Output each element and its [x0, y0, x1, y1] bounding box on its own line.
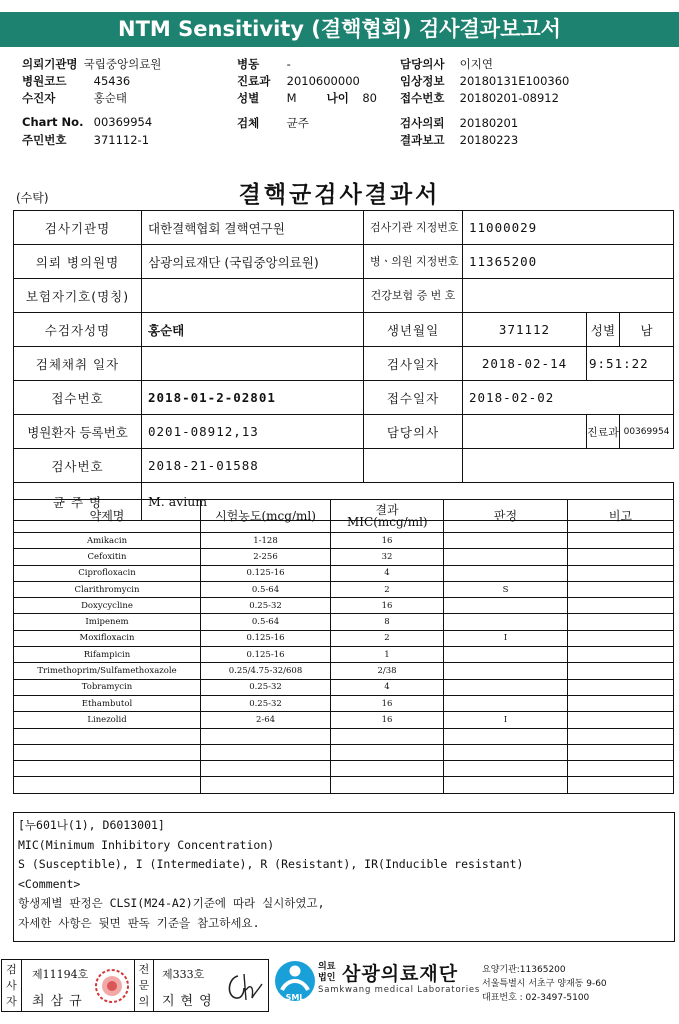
note-line: S (Susceptible), I (Intermediate), R (Resistant), IR(Inducible resistant)	[18, 857, 524, 871]
test-no-value: 2018-21-01588	[142, 449, 364, 483]
header-label: 수진자	[22, 91, 56, 105]
header-label: 의뢰기관명	[22, 57, 78, 71]
remark	[568, 761, 674, 777]
dob-value: 371112	[463, 313, 587, 347]
department-label: 진료과	[587, 415, 620, 449]
sex-value: 남	[620, 313, 674, 347]
mic-result: 2	[331, 581, 444, 597]
test-concentration	[201, 777, 331, 793]
table-row	[14, 777, 674, 793]
interpretation: I	[444, 712, 568, 728]
note-line: 자세한 사항은 뒷면 판독 기준을 참고하세요.	[18, 915, 260, 930]
mic-result	[331, 744, 444, 760]
table-row	[14, 533, 674, 549]
receipt-no-label: 접수번호	[14, 381, 142, 415]
signature-block	[1, 959, 269, 1012]
interpretation	[444, 663, 568, 679]
organization-address: 서울특별시 서초구 양재동 9-60	[482, 979, 607, 989]
requester-label: 의뢰 병의원명	[14, 245, 142, 279]
registration-label: 병원환자 등록번호	[14, 415, 142, 449]
patient-name-value: 홍순태	[142, 313, 364, 347]
test-concentration	[201, 744, 331, 760]
seal-stamp-icon	[94, 968, 130, 1004]
legal-entity-label	[318, 962, 335, 984]
column-header-mic: 결과 MIC(mcg/ml)	[331, 500, 444, 533]
remark	[568, 630, 674, 646]
specialist-name: 지현영	[162, 994, 218, 1009]
interpretation	[444, 533, 568, 549]
drug-name: Trimethoprim/Sulfamethoxazole	[14, 663, 201, 679]
remark	[568, 728, 674, 744]
drug-name: Moxifloxacin	[14, 630, 201, 646]
header-value: 균주	[286, 116, 309, 130]
drug-name: Ciprofloxacin	[14, 565, 201, 581]
test-concentration: 2-64	[201, 712, 331, 728]
collection-date-value	[142, 347, 364, 381]
interpretation	[444, 647, 568, 663]
report-title: NTM Sensitivity (결핵협회) 검사결과보고서	[0, 12, 679, 47]
header-col-3	[400, 56, 569, 149]
interpretation	[444, 777, 568, 793]
test-date-label: 검사일자	[364, 347, 463, 381]
tester-name: 최삼규	[32, 994, 88, 1009]
drug-name: Tobramycin	[14, 679, 201, 695]
mic-result: 32	[331, 549, 444, 565]
test-concentration	[201, 728, 331, 744]
test-concentration: 0.125-16	[201, 565, 331, 581]
receipt-no-value: 2018-01-2-02801	[142, 381, 364, 415]
table-row	[14, 565, 674, 581]
remark	[568, 581, 674, 597]
drug-name: Linezolid	[14, 712, 201, 728]
header-value: 홍순태	[93, 91, 127, 105]
header-label: 임상정보	[400, 74, 445, 88]
interpretation	[444, 744, 568, 760]
remark	[568, 777, 674, 793]
mic-result	[331, 728, 444, 744]
table-row	[14, 679, 674, 695]
drug-name: Clarithromycin	[14, 581, 201, 597]
header-label: 진료과	[237, 74, 271, 88]
interpretation	[444, 679, 568, 695]
column-header-remark: 비고	[568, 500, 674, 533]
drug-name: Cefoxitin	[14, 549, 201, 565]
header-label: 병동	[237, 57, 260, 71]
test-concentration: 0.5-64	[201, 581, 331, 597]
header-label: 검체	[237, 116, 260, 130]
header-value: 20180223	[459, 133, 519, 147]
receipt-date-value: 2018-02-02	[463, 381, 674, 415]
mic-result: 4	[331, 565, 444, 581]
age-label: 나이	[326, 91, 349, 105]
header-label: 검사의뢰	[400, 116, 445, 130]
mic-result: 16	[331, 695, 444, 711]
table-row	[14, 744, 674, 760]
mic-result: 16	[331, 533, 444, 549]
table-row	[14, 712, 674, 728]
drug-name: Imipenem	[14, 614, 201, 630]
header-label: 담당의사	[400, 57, 445, 71]
header-value: 20180201	[459, 116, 519, 130]
patient-name-label: 수검자성명	[14, 313, 142, 347]
test-concentration	[201, 761, 331, 777]
test-concentration: 0.125-16	[201, 630, 331, 646]
organization-name-en: Samkwang medical Laboratories	[318, 985, 481, 995]
note-line: [누601나(1), D6013001]	[18, 818, 165, 832]
test-concentration: 0.5-64	[201, 614, 331, 630]
remark	[568, 712, 674, 728]
interpretation: I	[444, 630, 568, 646]
note-line: MIC(Minimum Inhibitory Concentration)	[18, 837, 275, 852]
drug-name: Ethambutol	[14, 695, 201, 711]
doctor-label: 담당의사	[364, 415, 463, 449]
table-row	[14, 761, 674, 777]
mic-result: 16	[331, 712, 444, 728]
drug-name: Doxycycline	[14, 598, 201, 614]
empty-cell	[364, 449, 463, 483]
institution-label: 검사기관명	[14, 211, 142, 245]
drug-name	[14, 777, 201, 793]
drug-name	[14, 761, 201, 777]
organization-contact	[482, 963, 607, 1005]
organism-value: M. avium	[142, 483, 674, 521]
mic-result	[331, 777, 444, 793]
dob-label: 생년월일	[364, 313, 463, 347]
column-header-interpretation: 판정	[444, 500, 568, 533]
organization-block	[272, 959, 677, 1014]
institution-code-label: 검사기관 지정번호	[364, 211, 463, 245]
header-value: 371112-1	[93, 133, 150, 147]
remark	[568, 744, 674, 760]
interpretation	[444, 549, 568, 565]
interpretation	[444, 728, 568, 744]
department-value: 00369954	[620, 415, 674, 449]
requester-code-value: 11365200	[463, 245, 674, 279]
header-label: 결과보고	[400, 133, 445, 147]
test-concentration: 2-256	[201, 549, 331, 565]
test-concentration: 0.25-32	[201, 598, 331, 614]
drug-name: Amikacin	[14, 533, 201, 549]
test-concentration: 1-128	[201, 533, 331, 549]
remark	[568, 679, 674, 695]
susceptibility-rows	[14, 533, 674, 794]
susceptibility-table	[13, 499, 674, 794]
header-label: 성별	[237, 91, 260, 105]
note-line: 항생제별 판정은 CLSI(M24-A2)기준에 따라 실시하였고,	[18, 896, 325, 910]
test-time-value: 9:51:22	[587, 347, 674, 381]
table-row	[14, 614, 674, 630]
test-concentration: 0.25-32	[201, 695, 331, 711]
remark	[568, 647, 674, 663]
institution-code-value: 11000029	[463, 211, 674, 245]
header-value: 20180131E100360	[459, 74, 570, 88]
test-concentration: 0.25/4.75-32/608	[201, 663, 331, 679]
remark	[568, 565, 674, 581]
table-row	[14, 581, 674, 597]
table-row	[14, 695, 674, 711]
requester-value: 삼광의료재단 (국립중앙의료원)	[142, 245, 364, 279]
insurer-label: 보험자기호(명칭)	[14, 279, 142, 313]
header-label: Chart No.	[22, 115, 84, 129]
insurer-value	[142, 279, 364, 313]
health-insurance-label: 건강보험 증 번 호	[364, 279, 463, 313]
drug-name	[14, 728, 201, 744]
table-row	[14, 549, 674, 565]
mic-result: 2/38	[331, 663, 444, 679]
test-no-label: 검사번호	[14, 449, 142, 483]
header-value: 이지연	[459, 57, 493, 71]
test-date-value: 2018-02-14	[463, 347, 587, 381]
remark	[568, 614, 674, 630]
header-label: 접수번호	[400, 91, 445, 105]
test-concentration: 0.25-32	[201, 679, 331, 695]
health-insurance-value	[463, 279, 674, 313]
institution-value: 대한결핵협회 결핵연구원	[142, 211, 364, 245]
registration-value: 0201-08912,13	[142, 415, 364, 449]
remark	[568, 533, 674, 549]
header-col-2	[237, 56, 377, 132]
remark	[568, 598, 674, 614]
sex-label: 성별	[587, 313, 620, 347]
header-value: 국립중앙의료원	[83, 57, 162, 71]
header-col-1	[22, 56, 161, 149]
header-value: 45436	[93, 74, 131, 88]
drug-name: Rifampicin	[14, 647, 201, 663]
mic-result: 16	[331, 598, 444, 614]
legal-entity-line-1: 의료	[318, 962, 336, 972]
table-row	[14, 663, 674, 679]
column-header-concentration: 시험농도(mcg/ml)	[201, 500, 331, 533]
mic-result: 1	[331, 647, 444, 663]
table-row	[14, 598, 674, 614]
remark	[568, 549, 674, 565]
patient-info-table	[13, 210, 674, 521]
organization-name: 삼광의료재단	[342, 963, 459, 985]
organization-phone: 대표번호 : 02-3497-5100	[482, 993, 590, 1003]
mic-result: 2	[331, 630, 444, 646]
age-value: 80	[362, 91, 377, 105]
tester-license: 제11194호	[32, 968, 89, 981]
document-title: 결핵균검사결과서	[238, 181, 441, 208]
table-row	[14, 728, 674, 744]
logo-text: SML	[285, 993, 305, 1002]
receipt-date-label: 접수일자	[364, 381, 463, 415]
mic-result	[331, 761, 444, 777]
header-label: 병원코드	[22, 74, 67, 88]
header-value: -	[286, 57, 291, 71]
remark	[568, 695, 674, 711]
interpretation	[444, 695, 568, 711]
notes-box	[13, 812, 675, 942]
interpretation	[444, 614, 568, 630]
mic-result: 8	[331, 614, 444, 630]
signature-scribble-icon	[224, 970, 264, 1004]
header-label: 주민번호	[22, 133, 67, 147]
interpretation	[444, 565, 568, 581]
empty-cell	[463, 449, 674, 483]
drug-name	[14, 744, 201, 760]
interpretation	[444, 598, 568, 614]
tester-label: 검사자	[2, 960, 22, 1011]
specialist-label: 전문의	[134, 960, 154, 1011]
legal-entity-line-2: 법인	[318, 973, 336, 983]
header-value: 00369954	[93, 115, 153, 129]
table-row	[14, 630, 674, 646]
doctor-value	[463, 415, 587, 449]
table-row	[14, 647, 674, 663]
note-line: <Comment>	[18, 876, 81, 891]
specialist-license: 제333호	[162, 968, 205, 981]
remark	[568, 663, 674, 679]
consignment-label: (수탁)	[16, 191, 49, 205]
collection-date-label: 검체채취 일자	[14, 347, 142, 381]
test-concentration: 0.125-16	[201, 647, 331, 663]
requester-code-label: 병ㆍ의원 지정번호	[364, 245, 463, 279]
interpretation	[444, 761, 568, 777]
header-value: 20180201-08912	[459, 91, 559, 105]
organism-label: 균 주 명	[14, 483, 142, 521]
header-value: 2010600000	[286, 74, 360, 88]
column-header-drug: 약제명	[14, 500, 201, 533]
mic-result: 4	[331, 679, 444, 695]
header-value: M	[286, 91, 297, 105]
interpretation: S	[444, 581, 568, 597]
care-institution-code: 요양기관:11365200	[482, 965, 566, 975]
